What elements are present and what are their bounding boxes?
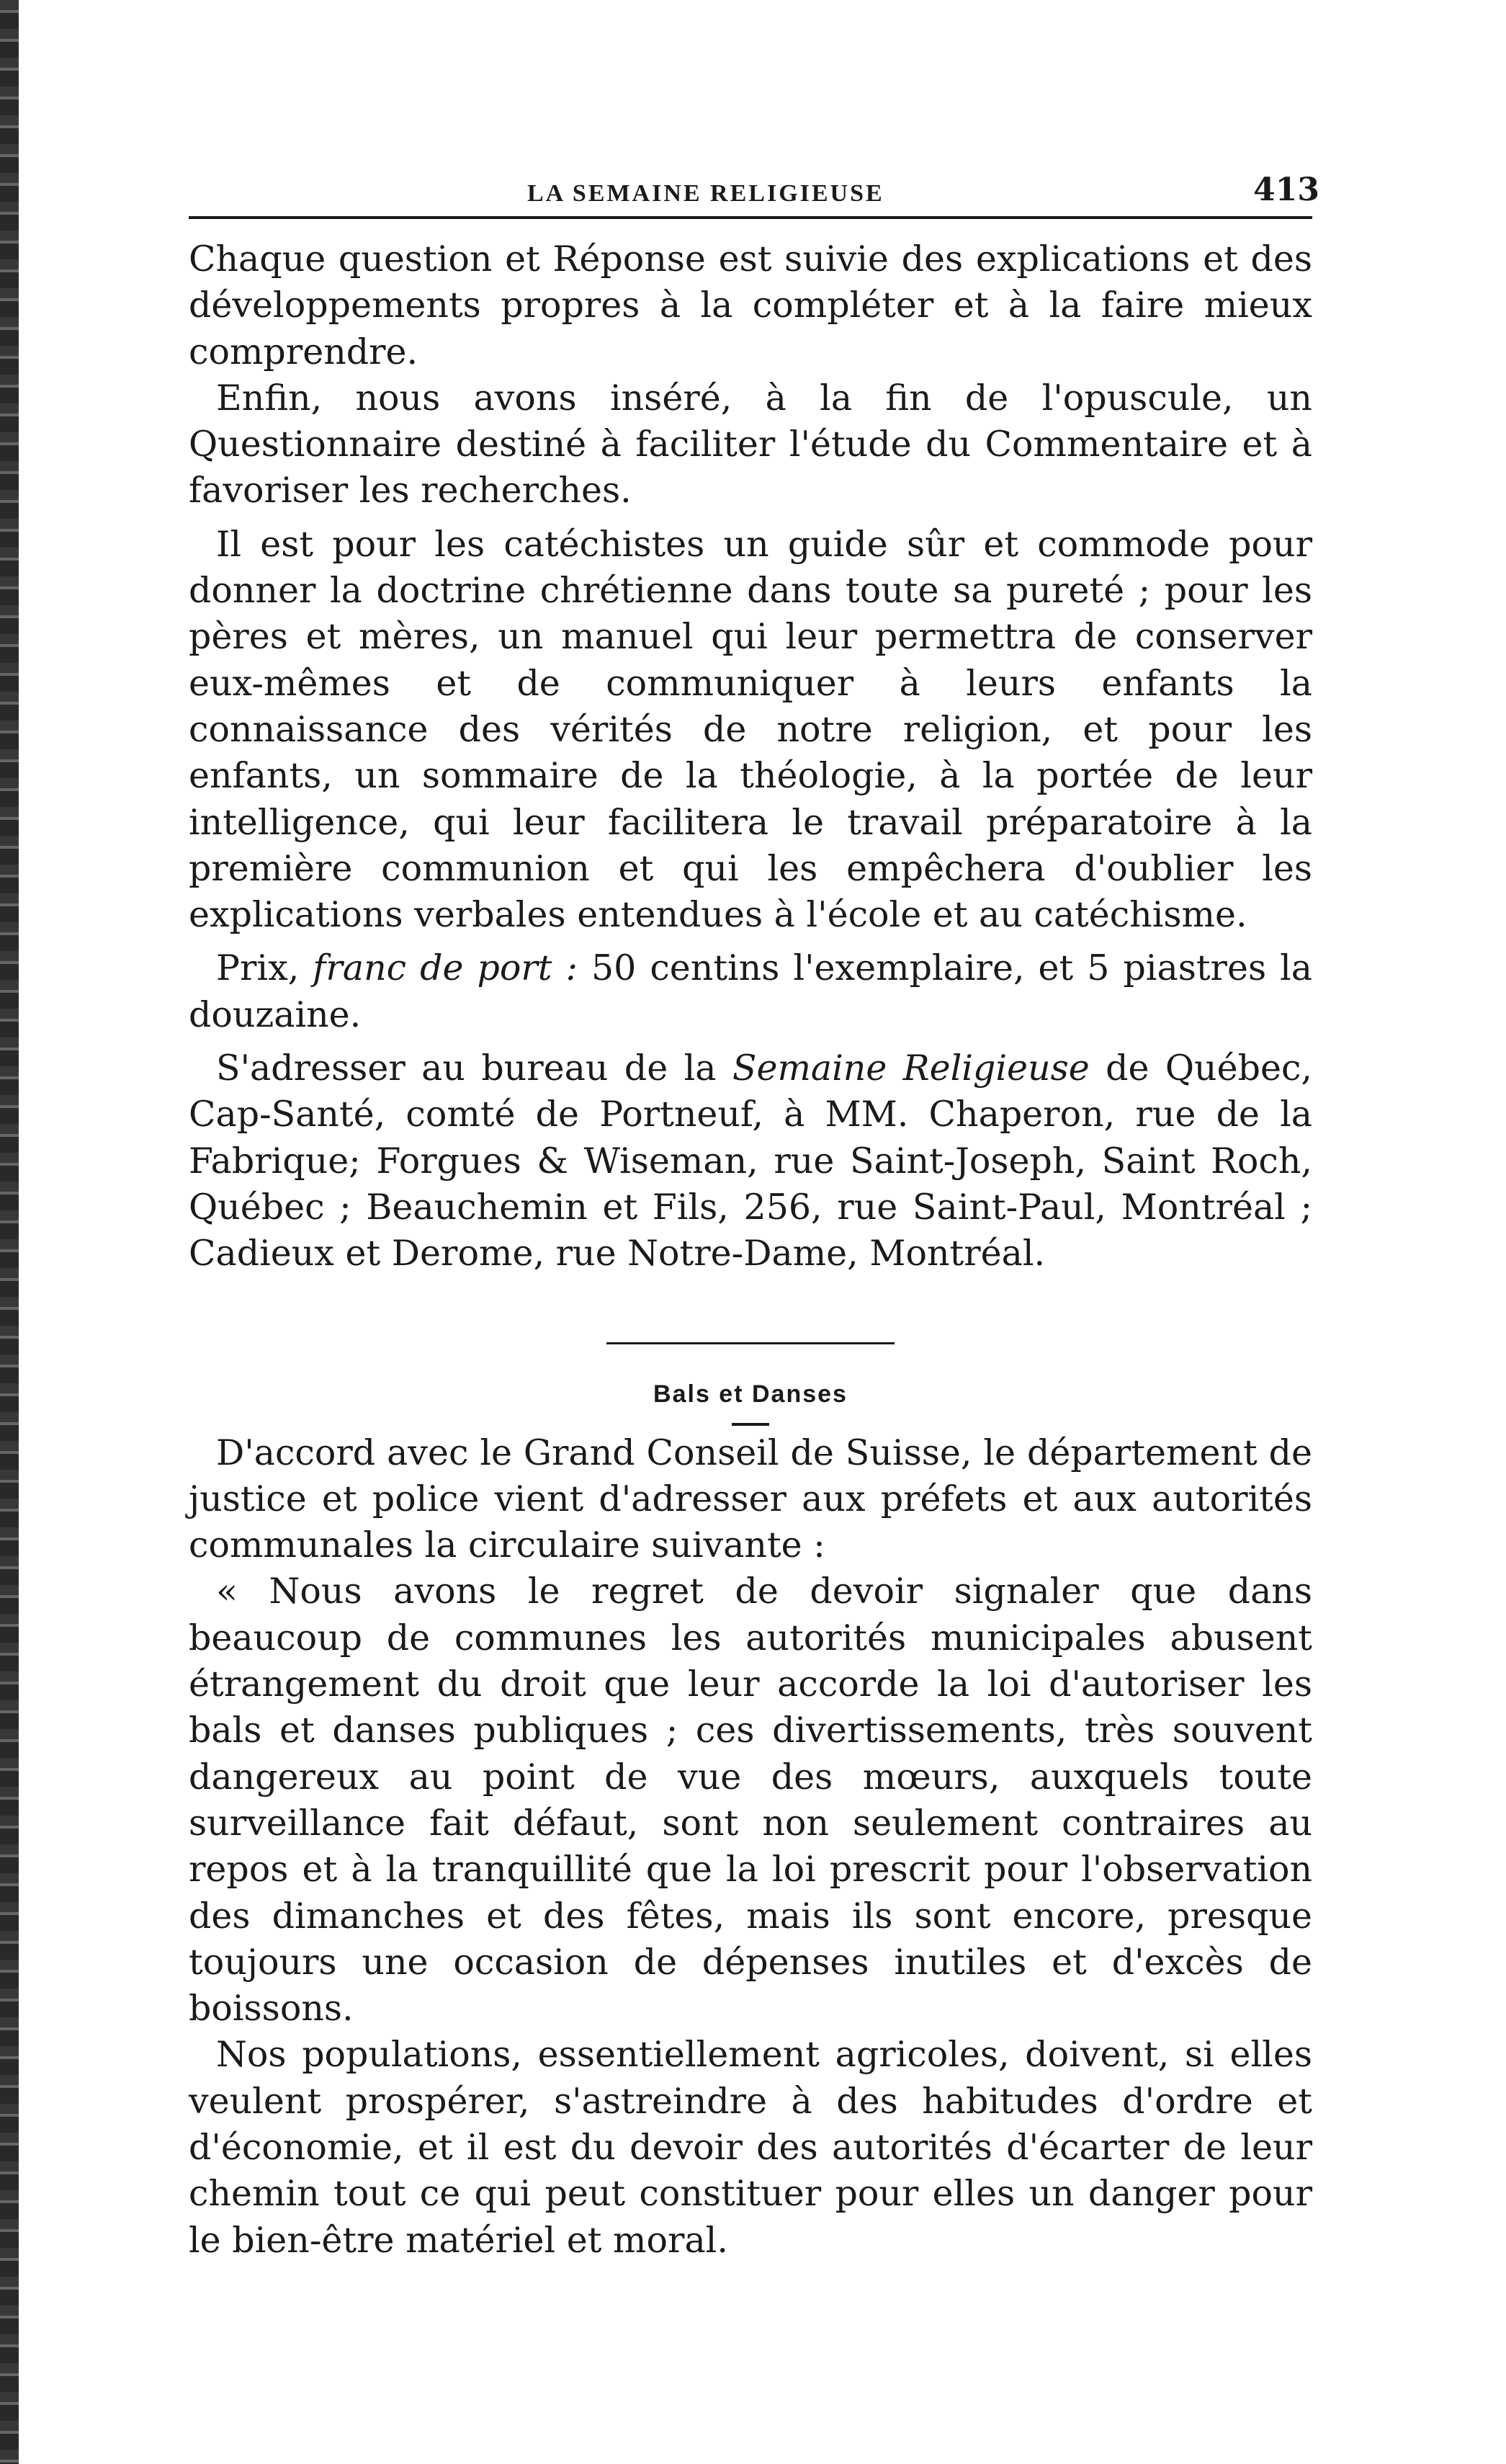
section-divider	[606, 1342, 895, 1344]
running-title: LA SEMAINE RELIGIEUSE	[527, 180, 884, 207]
price-label: Prix,	[216, 947, 313, 989]
paragraph-explanations: Chaque question et Réponse est suivie des explications et des développements propres à la compléter et à la faire mieux comprendre.	[189, 238, 1312, 372]
page-header	[189, 166, 1319, 219]
section-title: Bals et Danses	[653, 1380, 848, 1408]
scan-edge-shadow	[0, 0, 19, 2464]
price-label-italic: franc de port :	[313, 947, 578, 989]
price-text: 50 centins l'exemplaire, et 5 piastres la douzaine.	[189, 947, 1312, 1035]
address-prefix: S'adresser au bureau de la	[216, 1048, 732, 1089]
paragraph-questionnaire: Enfin, nous avons inséré, à la fin de l'opuscule, un Questionnaire destiné à faciliter l'étude du Commentaire et à favoriser les recherches.	[189, 377, 1312, 512]
paragraph-populations: Nos populations, essentiellement agricoles, doivent, si elles veulent prospérer, s'astreindre à des habitudes d'ordre et d'économie, et il est du devoir des autorités d'écarter de leur chemin tout ce qui peut constituer pour elles un danger pour le bien-être matériel et moral.	[189, 2034, 1312, 2261]
section-title-dash	[732, 1423, 769, 1426]
paragraph-address	[189, 1045, 1312, 1277]
paragraph-circular-quote: « Nous avons le regret de devoir signaler que dans beaucoup de communes les autorités municipales abusent étrangement du droit que leur accorde la loi d'autoriser les bals et danses publiques ; ces divertissements, très souvent dangereux au point de vue des mœurs, auxquels toute surveillance fait défaut, sont non seulement contraires au repos et à la tranquillité que la loi prescrit pour l'observation des dimanches et des fêtes, mais ils sont encore, presque toujours une occasion de dépenses inutiles et d'excès de boissons.	[189, 1571, 1312, 2030]
paragraph-grand-conseil: D'accord avec le Grand Conseil de Suisse, le département de justice et police vient d'adresser aux préfets et aux autorités communales la circulaire suivante :	[189, 1432, 1312, 1566]
paragraph-price	[189, 945, 1312, 1038]
page-number: 413	[1253, 171, 1319, 208]
book-page	[189, 166, 1319, 2264]
paragraph-catechists: Il est pour les catéchistes un guide sûr et commode pour donner la doctrine chrétienne dans toute sa pureté ; pour les pères et mères, un manuel qui leur permettra de conserver eux-mêmes et de communiquer à leurs enfants la connaissance des vérités de notre religion, et pour les enfants, un sommaire de la théologie, à la portée de leur intelligence, qui leur facilitera le travail préparatoire à la première communion et qui les empêchera d'oublier les explications verbales entendues à l'école et au catéchisme.	[189, 523, 1312, 936]
address-publication-name: Semaine Religieuse	[732, 1048, 1090, 1089]
address-text: de Québec, Cap-Santé, comté de Portneuf, à MM. Chaperon, rue de la Fabrique; Forgues & Wiseman, rue Saint-Joseph, Saint Roch, Québec ; Beauchemin et Fils, 256, rue Saint-Paul, Montréal ; Cadieux et Derome, rue Notre-Dame, Montréal.	[189, 1048, 1312, 1275]
